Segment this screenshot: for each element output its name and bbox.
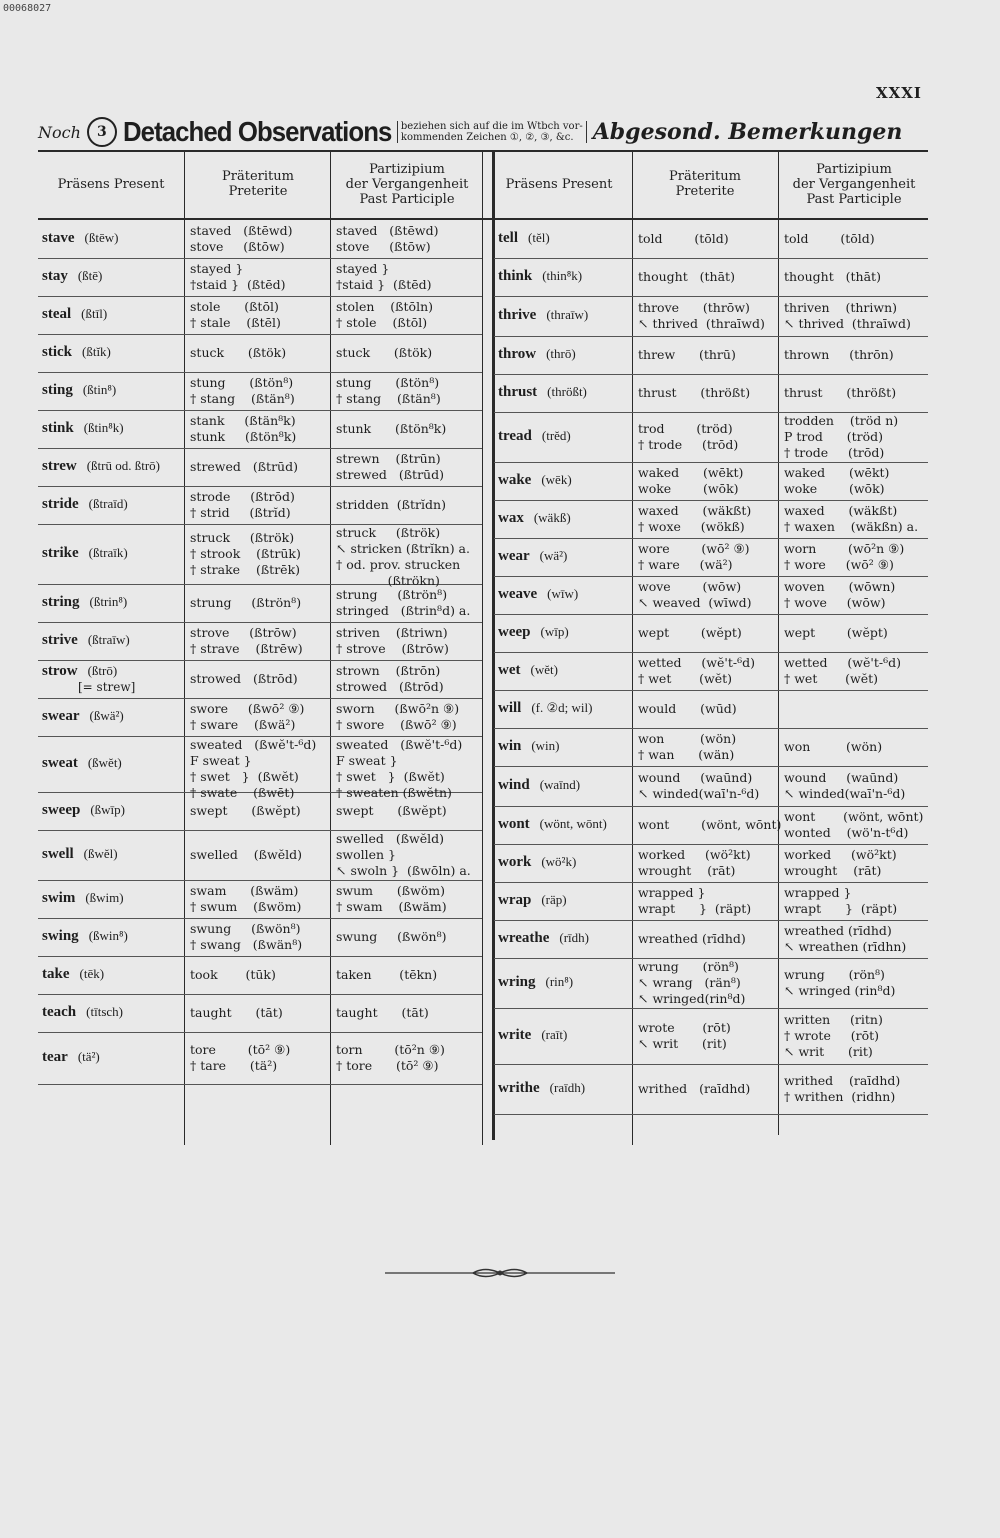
pronunciation: (ßtraīw) (87, 632, 130, 647)
verb-row (494, 374, 928, 413)
pronunciation: (tä²) (77, 1049, 100, 1064)
verb-word: string (42, 594, 80, 610)
pronunciation: (ßtin⁸k) (83, 420, 124, 435)
preterite-cell: throve (thrōw) ↖ thrived (thraīwd) (638, 300, 765, 331)
pronunciation: (ßtīl) (81, 306, 108, 321)
preterite-cell: thought (thāt) (638, 269, 735, 284)
pronunciation: (thraīw) (546, 307, 589, 322)
preterite-cell: thrust (thrößt) (638, 385, 751, 400)
present-form (42, 663, 117, 680)
preterite-cell: swore (ßwō² ⑨) † sware (ßwä²) (190, 701, 305, 732)
verb-word: throw (498, 346, 537, 362)
present-form (498, 974, 573, 991)
preterite-cell: swung (ßwön⁸) † swang (ßwän⁸) (190, 921, 303, 952)
pronunciation: (wīw) (547, 586, 579, 601)
participle-cell: waked (wēkt) woke (wōk) (784, 465, 890, 496)
verb-row (38, 296, 482, 335)
pronunciation: (f. ②d; wil) (531, 700, 593, 715)
verb-row (494, 728, 928, 767)
verb-word: steal (42, 306, 72, 322)
title-note-line2: kommenden Zeichen ①, ②, ③, &c. (400, 132, 574, 143)
present-form (498, 738, 560, 755)
participle-cell: striven (ßtriwn) † strove (ßtrōw) (336, 625, 449, 656)
top-rule (38, 150, 928, 152)
preterite-cell: waxed (wäkßt) † woxe (wökß) (638, 503, 752, 534)
pronunciation: (waīnd) (539, 777, 581, 792)
verb-word: think (498, 268, 533, 284)
preterite-cell: wove (wōw) ↖ weaved (wīwd) (638, 579, 752, 610)
participle-cell: writhed (raīdhd) † writhen (ridhn) (784, 1073, 901, 1104)
pronunciation: (wĕt) (530, 662, 558, 677)
participle-cell: told (tōld) (784, 231, 875, 246)
preterite-cell: swelled (ßwĕld) (190, 847, 302, 862)
verb-word: will (498, 700, 522, 716)
participle-cell: written (ritn) † wrote (rōt) ↖ writ (rit) (784, 1012, 883, 1059)
pronunciation-note: [= strew] (78, 680, 136, 694)
present-form (42, 755, 122, 772)
preterite-cell: wont (wönt, wōnt) (638, 817, 782, 832)
participle-cell: stolen (ßtōln) † stole (ßtōl) (336, 299, 434, 330)
preterite-cell: wrote (rōt) ↖ writ (rit) (638, 1020, 731, 1051)
pronunciation: (wēk) (541, 472, 572, 487)
pronunciation: (ßwä²) (89, 708, 124, 723)
participle-cell: stunk (ßtön⁸k) (336, 421, 447, 436)
participle-cell: thought (thāt) (784, 269, 881, 284)
pronunciation: (ßtē) (77, 268, 103, 283)
present-form (498, 700, 592, 717)
present-form (498, 346, 576, 363)
participle-cell: strewn (ßtrūn) strewed (ßtrūd) (336, 451, 444, 482)
participle-cell: wont (wönt, wōnt) wonted (wö'n-t⁶d) (784, 809, 924, 840)
verb-row (38, 956, 482, 995)
verb-row (38, 1032, 482, 1085)
verb-row (38, 448, 482, 487)
pronunciation: (wönt, wōnt) (539, 816, 607, 831)
verb-row (38, 220, 482, 259)
participle-cell: swum (ßwöm) † swam (ßwäm) (336, 883, 447, 914)
verb-word: wake (498, 472, 532, 488)
participle-cell: thrust (thrößt) (784, 385, 897, 400)
verb-word: strew (42, 458, 77, 474)
preterite-cell: writhed (raīdhd) (638, 1081, 751, 1096)
present-form (42, 632, 130, 649)
present-form (42, 846, 118, 863)
present-form (498, 384, 587, 401)
pronunciation: (ßtĭk) (82, 344, 111, 359)
participle-cell: worked (wö²kt) wrought (rāt) (784, 847, 897, 878)
pronunciation: (ßtraīk) (88, 545, 128, 560)
verb-row (494, 614, 928, 653)
verb-word: wring (498, 974, 536, 990)
present-form (498, 930, 589, 947)
participle-cell: torn (tō²n ⑨) † tore (tō² ⑨) (336, 1042, 445, 1073)
verb-word: stay (42, 268, 68, 284)
pronunciation: (ßwin⁸) (88, 928, 128, 943)
participle-cell: swung (ßwön⁸) (336, 929, 447, 944)
verb-row (494, 1008, 928, 1065)
pronunciation: (rin⁸) (545, 974, 574, 989)
verb-row (494, 296, 928, 337)
verb-row (494, 806, 928, 845)
present-form (498, 777, 580, 794)
verb-row (38, 918, 482, 957)
pronunciation: (ßwim) (85, 890, 124, 905)
verb-row (38, 622, 482, 661)
preterite-cell: swam (ßwäm) † swum (ßwöm) (190, 883, 302, 914)
preterite-cell: wrung (rön⁸) ↖ wrang (rän⁸) ↖ wringed(rin⁸d) (638, 959, 746, 1006)
verb-row (494, 336, 928, 375)
verb-word: teach (42, 1004, 77, 1020)
col-divider (482, 150, 483, 1145)
present-form (498, 816, 607, 833)
verb-word: wont (498, 816, 530, 832)
header-present-right: Präsens Present (505, 176, 613, 192)
present-form (42, 890, 124, 907)
present-form (498, 230, 550, 247)
verb-word: swell (42, 846, 74, 862)
verb-row (38, 584, 482, 623)
preterite-cell: struck (ßtrök) † strook (ßtrūk) † strake (ßtrēk) (190, 530, 301, 577)
verb-word: wear (498, 548, 530, 564)
pronunciation: (thin⁸k) (542, 268, 583, 283)
verb-row (494, 538, 928, 577)
pronunciation: (ßwĕl) (83, 846, 118, 861)
present-form (498, 854, 576, 871)
verb-row (494, 462, 928, 501)
participle-cell: staved (ßtēwd) stove (ßtōw) (336, 223, 439, 254)
verb-row (494, 958, 928, 1009)
pronunciation: (ßtrū od. ßtrō) (86, 458, 161, 473)
preterite-cell: wore (wō² ⑨) † ware (wä²) (638, 541, 750, 572)
closing-ornament (385, 1263, 615, 1283)
verb-word: take (42, 966, 70, 982)
pronunciation: (wīp) (540, 624, 569, 639)
present-form (42, 344, 111, 361)
participle-cell: stung (ßtön⁸) † stang (ßtän⁸) (336, 375, 441, 406)
verb-word: stink (42, 420, 74, 436)
participle-cell: wound (waūnd) ↖ winded(waī'n-⁶d) (784, 770, 906, 801)
verb-row (494, 500, 928, 539)
present-form (42, 268, 102, 285)
preterite-cell: staved (ßtēwd) stove (ßtōw) (190, 223, 293, 254)
preterite-cell: strewed (ßtrūd) (190, 459, 298, 474)
pronunciation: (ßtrin⁸) (89, 594, 128, 609)
present-form (498, 548, 567, 565)
present-form (498, 472, 572, 489)
verb-row (38, 830, 482, 881)
participle-cell: won (wön) (784, 739, 883, 754)
present-form (42, 496, 128, 513)
title-german: Abgesond. Bemerkungen (592, 119, 903, 145)
present-form (42, 230, 118, 247)
pronunciation: (tĕl) (528, 230, 550, 245)
present-form (498, 268, 582, 285)
verb-row (494, 844, 928, 883)
verb-word: wind (498, 777, 530, 793)
verb-word: swim (42, 890, 76, 906)
header-present-left: Präsens Present (57, 176, 165, 192)
pronunciation: (raīdh) (549, 1080, 586, 1095)
participle-cell: swept (ßwĕpt) (336, 803, 447, 818)
present-form (42, 458, 160, 475)
participle-cell: stayed } †staid } (ßtēd) (336, 261, 432, 292)
header-preterite-right: Präteritum Preterite (669, 169, 741, 199)
pronunciation: (thrößt) (547, 384, 587, 399)
verb-word: write (498, 1027, 532, 1043)
present-form (498, 510, 571, 527)
verb-word: wrap (498, 892, 532, 908)
header-participle-left: Partizipium der Vergangenheit Past Participle (345, 161, 469, 207)
verb-row (38, 698, 482, 737)
participle-cell: strung (ßtrön⁸) stringed (ßtrin⁸d) a. (336, 587, 471, 618)
verb-word: weep (498, 624, 531, 640)
present-form (42, 966, 104, 983)
verb-word: strow (42, 663, 78, 679)
verb-row (494, 412, 928, 463)
verb-word: stave (42, 230, 75, 246)
present-form (42, 1004, 123, 1021)
header-preterite-left: Präteritum Preterite (222, 169, 294, 199)
verb-row (494, 920, 928, 959)
verb-word: sweep (42, 802, 81, 818)
title-english: Detached Observations (122, 116, 392, 147)
verb-word: strive (42, 632, 78, 648)
title-note (397, 121, 587, 143)
title-note-line1: beziehen sich auf die im Wtbch vor- (400, 121, 583, 132)
preterite-cell: stank (ßtän⁸k) stunk (ßtön⁸k) (190, 413, 297, 444)
pronunciation: (tēk) (79, 966, 105, 981)
verb-word: writhe (498, 1080, 540, 1096)
verb-row (494, 220, 928, 259)
preterite-cell: threw (thrū) (638, 347, 736, 362)
pronunciation: (wäkß) (533, 510, 571, 525)
verb-word: win (498, 738, 522, 754)
preterite-cell: stung (ßtön⁸) † stang (ßtän⁸) (190, 375, 295, 406)
pronunciation: (win) (531, 738, 560, 753)
verb-row (494, 1064, 928, 1115)
participle-cell: swelled (ßwĕld) swollen } ↖ swoln } (ßwōln) a. (336, 831, 471, 878)
participle-cell: taught (tāt) (336, 1005, 429, 1020)
pronunciation: (rīdh) (559, 930, 589, 945)
pronunciation: (thrō) (546, 346, 576, 361)
pronunciation: (ßtin⁸) (82, 382, 117, 397)
present-form (42, 594, 127, 611)
pronunciation: (tītsch) (86, 1004, 123, 1019)
pronunciation: (ßwĕt) (87, 755, 122, 770)
participle-cell: taken (tēkn) (336, 967, 438, 982)
verb-word: sting (42, 382, 73, 398)
header-participle-right: Partizipium der Vergangenheit Past Participle (792, 161, 916, 207)
pronunciation: (wä²) (539, 548, 568, 563)
verb-row (494, 652, 928, 691)
verb-word: sweat (42, 755, 78, 771)
participle-cell: sworn (ßwō²n ⑨) † swore (ßwō² ⑨) (336, 701, 460, 732)
participle-cell: wetted (wĕ't-⁶d) † wet (wĕt) (784, 655, 901, 686)
verb-word: strike (42, 545, 79, 561)
present-form (498, 624, 569, 641)
verb-word: swear (42, 708, 80, 724)
verb-row (494, 882, 928, 921)
preterite-cell: wrapped } wrapt } (räpt) (638, 885, 752, 916)
page-heading (38, 110, 918, 154)
verb-word: stick (42, 344, 72, 360)
verb-row (38, 736, 482, 800)
verb-word: wet (498, 662, 521, 678)
verb-word: tear (42, 1049, 68, 1065)
participle-cell: stridden (ßtrĭdn) (336, 497, 446, 512)
present-form (42, 1049, 100, 1066)
verb-word: tread (498, 428, 532, 444)
preterite-cell: swept (ßwĕpt) (190, 803, 301, 818)
verb-word: tell (498, 230, 518, 246)
section-number-circle: 3 (87, 117, 117, 147)
preterite-cell: won (wön) † wan (wän) (638, 731, 737, 762)
pronunciation: (ßtraīd) (88, 496, 128, 511)
verb-word: wax (498, 510, 524, 526)
present-form (498, 892, 567, 909)
verb-row (38, 880, 482, 919)
pronunciation: (raīt) (541, 1027, 568, 1042)
present-form (42, 382, 116, 399)
participle-cell: struck (ßtrök) ↖ stricken (ßtrĭkn) a. † od. prov. strucken (ßtrökn) (336, 525, 470, 588)
verb-table (38, 150, 928, 1145)
participle-cell: waxed (wäkßt) † waxen (wäkßn) a. (784, 503, 919, 534)
preterite-cell: strung (ßtrön⁸) (190, 595, 302, 610)
preterite-cell: told (tōld) (638, 231, 729, 246)
preterite-cell: tore (tō² ⑨) † tare (tä²) (190, 1042, 291, 1073)
verb-word: thrust (498, 384, 538, 400)
preterite-cell: waked (wēkt) woke (wōk) (638, 465, 744, 496)
present-form (498, 307, 588, 324)
verb-word: stride (42, 496, 79, 512)
pronunciation: (wö²k) (541, 854, 577, 869)
present-form (42, 306, 107, 323)
present-form (42, 802, 125, 819)
preterite-cell: sweated (ßwĕ't-⁶d) F sweat } † swet } (ßwĕt) † swate (ßwēt) (190, 737, 317, 800)
present-form (498, 586, 578, 603)
verb-row (38, 524, 482, 588)
present-form (498, 1027, 567, 1044)
preterite-cell: wreathed (rīdhd) (638, 931, 746, 946)
participle-cell: sweated (ßwĕ't-⁶d) F sweat } † swet } (ßwĕt) † sweaten (ßwĕtn) (336, 737, 463, 800)
preterite-cell: taught (tāt) (190, 1005, 283, 1020)
present-form (498, 1080, 585, 1097)
preterite-cell: worked (wö²kt) wrought (rāt) (638, 847, 751, 878)
participle-cell: worn (wō²n ⑨) † wore (wō² ⑨) (784, 541, 905, 572)
pronunciation: (räp) (541, 892, 567, 907)
preterite-cell: trod (tröd) † trode (trōd) (638, 421, 739, 452)
verb-word: thrive (498, 307, 537, 323)
present-form (498, 662, 558, 679)
participle-cell: thrown (thrōn) (784, 347, 894, 362)
verb-row (494, 576, 928, 615)
present-form (42, 420, 124, 437)
participle-cell: woven (wōwn) † wove (wōw) (784, 579, 896, 610)
verb-word: wreathe (498, 930, 550, 946)
participle-cell: strown (ßtrōn) strowed (ßtrōd) (336, 663, 444, 694)
verb-row (38, 334, 482, 373)
verb-row (38, 258, 482, 297)
verb-row (38, 410, 482, 449)
verb-row (494, 258, 928, 297)
verb-row (38, 994, 482, 1033)
preterite-cell: would (wūd) (638, 701, 737, 716)
pronunciation: (ßtēw) (84, 230, 119, 245)
preterite-cell: stuck (ßtök) (190, 345, 287, 360)
pronunciation: (trĕd) (541, 428, 571, 443)
verb-row (494, 766, 928, 807)
participle-cell: wept (wĕpt) (784, 625, 888, 640)
pronunciation: (ßtrō) (87, 663, 118, 678)
verb-word: swing (42, 928, 79, 944)
participle-cell: stuck (ßtök) (336, 345, 433, 360)
verb-row (494, 690, 928, 729)
present-form (42, 545, 128, 562)
participle-cell: wreathed (rīdhd) ↖ wreathen (rīdhn) (784, 923, 907, 954)
present-form (42, 928, 128, 945)
preterite-cell: stayed } †staid } (ßtēd) (190, 261, 286, 292)
verb-row (38, 372, 482, 411)
page-number: XXXI (876, 84, 922, 102)
preterite-cell: strowed (ßtrōd) (190, 671, 298, 686)
participle-cell: wrapped } wrapt } (räpt) (784, 885, 898, 916)
preterite-cell: took (tūk) (190, 967, 276, 982)
heading-noch: Noch (38, 122, 81, 142)
preterite-cell: wetted (wĕ't-⁶d) † wet (wĕt) (638, 655, 755, 686)
preterite-cell: strode (ßtrōd) † strid (ßtrĭd) (190, 489, 295, 520)
verb-word: weave (498, 586, 538, 602)
pronunciation: (ßwīp) (90, 802, 125, 817)
scan-id: 00068027 (3, 3, 52, 14)
participle-cell: thriven (thriwn) ↖ thrived (thraīwd) (784, 300, 911, 331)
preterite-cell: wound (waūnd) ↖ winded(waī'n-⁶d) (638, 770, 760, 801)
verb-row (38, 486, 482, 525)
verb-word: work (498, 854, 532, 870)
preterite-cell: stole (ßtōl) † stale (ßtēl) (190, 299, 281, 330)
present-form (42, 708, 124, 725)
preterite-cell: wept (wĕpt) (638, 625, 742, 640)
participle-cell: wrung (rön⁸) ↖ wringed (rin⁸d) (784, 967, 896, 998)
verb-row (38, 792, 482, 831)
participle-cell: trodden (tröd n) P trod (tröd) † trode (trōd) (784, 413, 899, 460)
present-form (498, 428, 571, 445)
verb-row (38, 660, 482, 699)
preterite-cell: strove (ßtrōw) † strave (ßtrēw) (190, 625, 303, 656)
